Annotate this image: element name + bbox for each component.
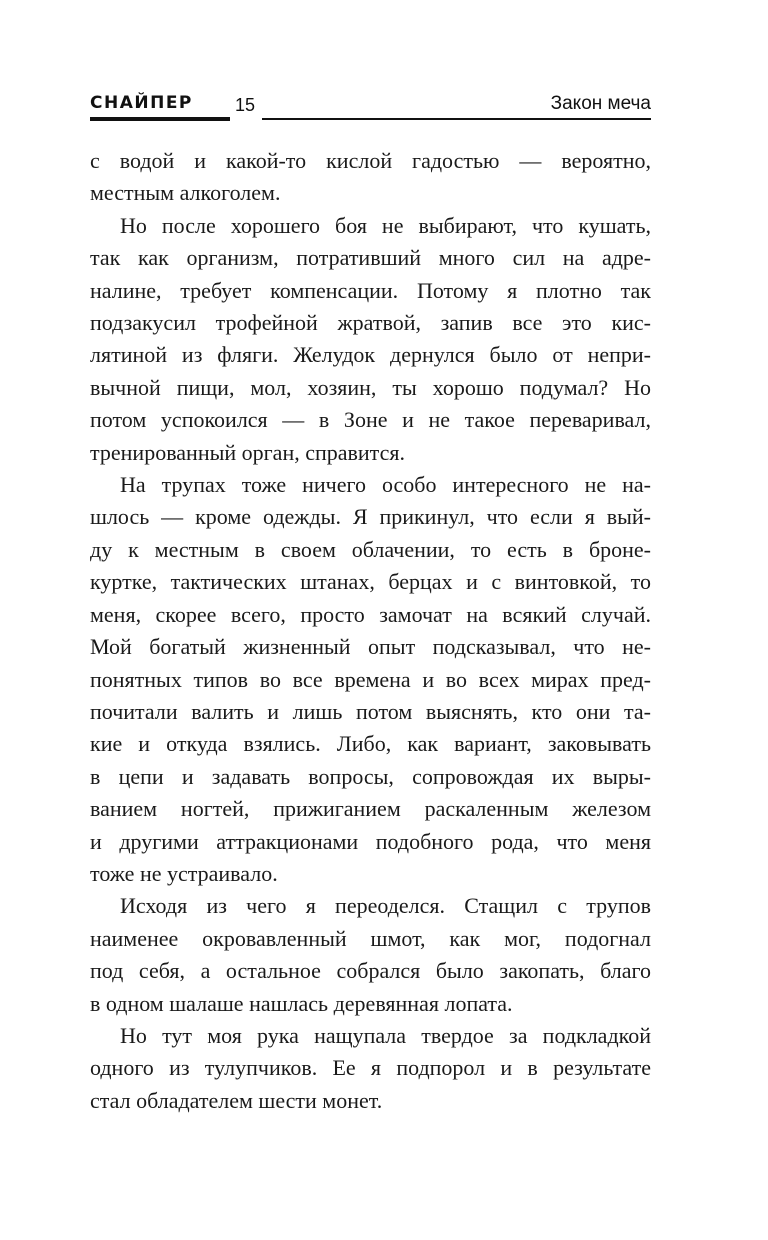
text-line: тренированный орган, справится. xyxy=(90,439,405,465)
text-line: Исходя из чего я переоделся. Стащил с трупов xyxy=(120,893,651,919)
text-line: в одном шалаше нашлась деревянная лопата. xyxy=(90,990,513,1016)
paragraph xyxy=(90,210,651,469)
series-name: СНАЙПЕР xyxy=(90,93,193,113)
running-header xyxy=(90,92,651,124)
text-line: шлось — кроме одежды. Я прикинул, что если я вый- xyxy=(90,504,651,530)
series-underline xyxy=(90,117,230,121)
text-line: понятных типов во все времена и во всех мирах пред- xyxy=(90,666,651,692)
text-line: тоже не устраивало. xyxy=(90,860,278,886)
text-line: ванием ногтей, прижиганием раскаленным железом xyxy=(90,796,651,822)
text-line: Но после хорошего боя не выбирают, что кушать, xyxy=(120,212,651,238)
body-text xyxy=(90,145,651,1117)
text-line: вычной пищи, мол, хозяин, ты хорошо подумал? Но xyxy=(90,374,651,400)
text-line: Но тут моя рука нащупала твердое за подкладкой xyxy=(120,1022,651,1048)
text-line: местным алкоголем. xyxy=(90,180,281,206)
book-title: Закон меча xyxy=(550,93,651,114)
text-line: кие и откуда взялись. Либо, как вариант, заковывать xyxy=(90,731,651,757)
paragraph xyxy=(90,1020,651,1117)
text-line: почитали валить и лишь потом выяснять, кто они та- xyxy=(90,698,651,724)
paragraph xyxy=(90,890,651,1020)
text-line: куртке, тактических штанах, берцах и с винтовкой, то xyxy=(90,569,651,595)
text-line: так как организм, потративший много сил на адре- xyxy=(90,245,651,271)
text-line: Мой богатый жизненный опыт подсказывал, что не- xyxy=(90,634,651,660)
text-line: наименее окровавленный шмот, как мог, подогнал xyxy=(90,925,651,951)
text-line: под себя, а остальное собрался было закопать, благо xyxy=(90,958,651,984)
text-line: подзакусил трофейной жратвой, запив все это кис- xyxy=(90,310,651,336)
text-line: ду к местным в своем облачении, то есть в броне- xyxy=(90,536,651,562)
text-line: меня, скорее всего, просто замочат на всякий случай. xyxy=(90,601,651,627)
page-number: 15 xyxy=(235,95,256,115)
text-line: и другими аттракционами подобного рода, что меня xyxy=(90,828,651,854)
header-rule xyxy=(262,118,651,120)
text-line: с водой и какой-то кислой гадостью — вероятно, xyxy=(90,148,651,173)
text-line: потом успокоился — в Зоне и не такое переваривал, xyxy=(90,407,651,433)
paragraph xyxy=(90,145,651,210)
text-line: в цепи и задавать вопросы, сопровождая их выры- xyxy=(90,763,651,789)
paragraph xyxy=(90,469,651,890)
text-line: налине, требует компенсации. Потому я плотно так xyxy=(90,277,651,303)
text-line: лятиной из фляги. Желудок дернулся было от непри- xyxy=(90,342,651,368)
text-line: На трупах тоже ничего особо интересного не на- xyxy=(120,472,651,498)
text-line: одного из тулупчиков. Ее я подпорол и в результате xyxy=(90,1055,651,1081)
text-line: стал обладателем шести монет. xyxy=(90,1087,383,1113)
